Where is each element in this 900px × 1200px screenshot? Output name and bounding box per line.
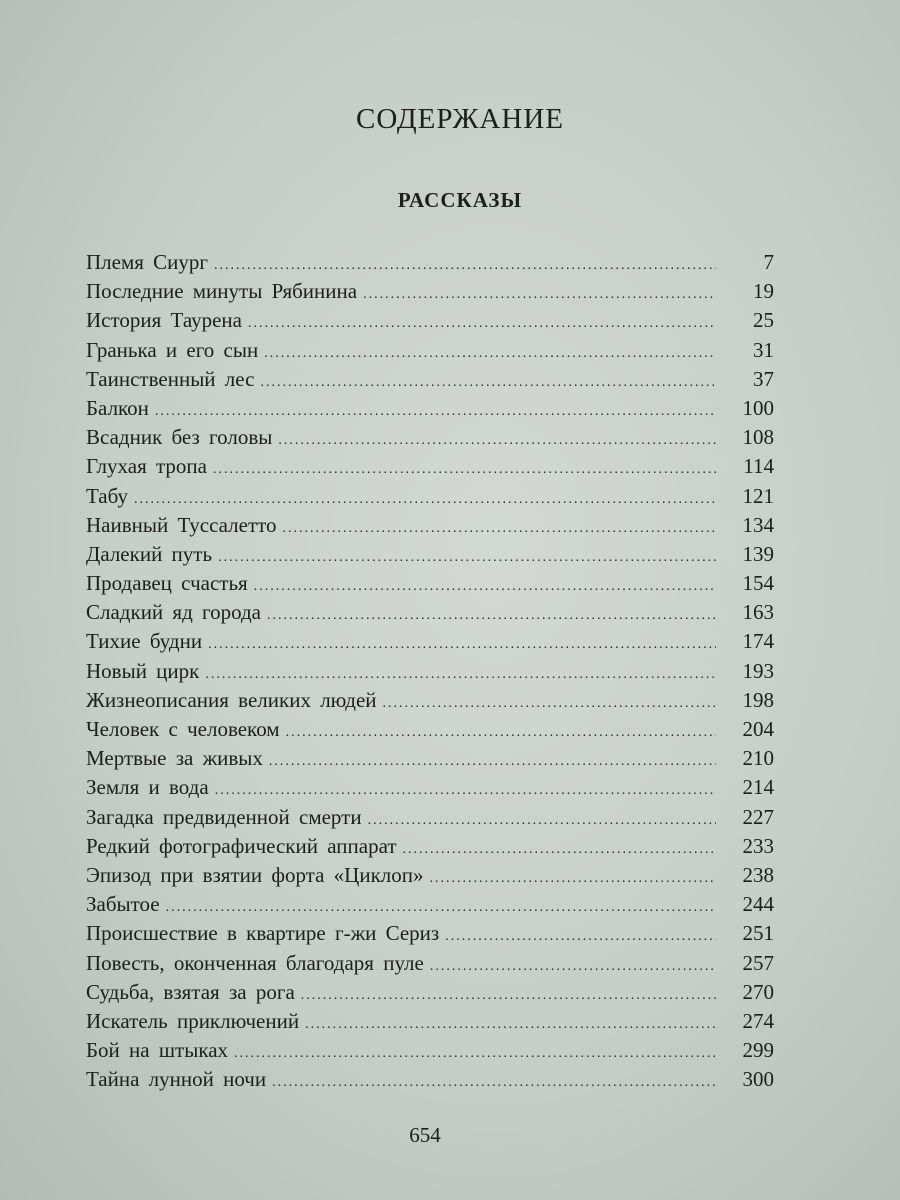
toc-entry — [86, 277, 774, 306]
toc-entry — [86, 1065, 774, 1094]
toc-entry — [86, 773, 774, 802]
toc-entry-page: 134 — [742, 512, 774, 537]
toc-entry-title: Загадка предвиденной смерти — [86, 804, 362, 829]
dot-leader — [430, 864, 716, 893]
dot-leader — [215, 776, 716, 805]
dot-leader — [301, 981, 716, 1010]
toc-entry-title: Всадник без головы — [86, 425, 273, 450]
toc-entry-page: 274 — [742, 1008, 774, 1033]
toc-entry — [86, 540, 774, 569]
toc-entry — [86, 861, 774, 890]
dot-leader — [134, 485, 716, 514]
toc-entry-page: 204 — [742, 717, 774, 741]
toc-entry-page: 299 — [742, 1038, 774, 1063]
toc-entry-page: 214 — [742, 775, 774, 800]
toc-entry-title: Последние минуты Рябинина — [86, 279, 358, 304]
toc-entry — [86, 832, 774, 861]
toc-entry-page: 163 — [742, 600, 774, 625]
toc-entry-title: Далекий путь — [86, 541, 213, 566]
page-title: СОДЕРЖАНИЕ — [356, 103, 564, 135]
toc-entry-page: 198 — [742, 687, 774, 712]
toc-entry-page: 257 — [742, 950, 774, 975]
toc-entry-title: Земля и вода — [86, 775, 209, 800]
toc-entry-page: 233 — [742, 833, 774, 858]
dot-leader — [278, 426, 716, 455]
toc-entry-title: Тихие будни — [86, 629, 203, 654]
toc-entry — [86, 657, 774, 686]
toc-entry — [86, 744, 774, 773]
toc-entry-page: 108 — [742, 425, 774, 450]
toc-entry-title: Наивный Туссалетто — [86, 512, 277, 537]
toc-entry-title: Судьба, взятая за рога — [86, 979, 295, 1004]
toc-entry — [86, 890, 774, 919]
toc-entry-page: 174 — [742, 629, 774, 654]
toc-entry-title: Эпизод при взятии форта «Циклоп» — [86, 862, 424, 887]
dot-leader — [267, 601, 716, 630]
dot-leader — [218, 543, 716, 572]
toc-entry-title: Повесть, оконченная благодаря пуле — [86, 950, 424, 975]
toc-entry-title: Балкон — [86, 395, 149, 420]
toc-entry — [86, 598, 774, 627]
toc-entry — [86, 686, 774, 715]
toc-entry — [86, 1007, 774, 1036]
toc-entry — [86, 248, 774, 277]
toc-entry — [86, 423, 774, 452]
toc-entry — [86, 978, 774, 1007]
dot-leader — [403, 835, 716, 864]
dot-leader — [305, 1010, 716, 1039]
toc-entry — [86, 365, 774, 394]
dot-leader — [264, 339, 716, 368]
toc-entry-page: 139 — [742, 541, 774, 566]
page-number: 654 — [409, 1123, 441, 1147]
dot-leader — [213, 455, 716, 484]
toc-entry — [86, 919, 774, 948]
dot-leader — [445, 922, 716, 951]
toc-entry-page: 227 — [742, 804, 774, 829]
toc-entry-page: 114 — [743, 454, 774, 479]
dot-leader — [205, 660, 716, 689]
dot-leader — [363, 280, 716, 309]
dot-leader — [286, 718, 716, 747]
toc-entry — [86, 803, 774, 832]
dot-leader — [283, 514, 716, 543]
toc-entry-title: Редкий фотографический аппарат — [86, 833, 397, 858]
dot-leader — [260, 368, 716, 397]
dot-leader — [208, 630, 716, 659]
toc-entry — [86, 394, 774, 423]
toc-entry-title: История Таурена — [86, 308, 242, 333]
toc-entry-page: 270 — [742, 979, 774, 1004]
toc-entry-page: 121 — [742, 483, 774, 508]
dot-leader — [269, 747, 716, 776]
section-heading: РАССКАЗЫ — [397, 188, 523, 212]
dot-leader — [254, 572, 716, 601]
toc-entry-title: Сладкий яд города — [86, 600, 262, 625]
toc-entry — [86, 511, 774, 540]
toc-entry-title: Человек с человеком — [86, 717, 280, 741]
toc-entry — [86, 627, 774, 656]
toc-entry-page: 251 — [742, 921, 774, 946]
dot-leader — [368, 806, 716, 835]
toc-entry-title: Новый цирк — [86, 658, 200, 683]
toc-entry-title: Продавец счастья — [86, 571, 248, 596]
toc-entry-page: 19 — [753, 279, 774, 304]
toc-entry — [86, 482, 774, 511]
table-of-contents — [86, 248, 774, 1094]
toc-entry-title: Жизнеописания великих людей — [86, 687, 377, 712]
toc-entry-page: 244 — [742, 892, 774, 917]
toc-entry — [86, 452, 774, 481]
toc-entry-title: Мертвые за живых — [86, 746, 263, 771]
toc-entry-page: 238 — [742, 862, 774, 887]
toc-entry-page: 37 — [753, 366, 774, 391]
dot-leader — [430, 952, 716, 981]
toc-entry-title: Таинственный лес — [86, 366, 255, 391]
toc-entry — [86, 569, 774, 598]
toc-entry-page: 154 — [742, 571, 774, 596]
toc-entry-page: 31 — [753, 337, 774, 362]
toc-entry-page: 210 — [742, 746, 774, 771]
dot-leader — [248, 309, 716, 338]
dot-leader — [272, 1068, 716, 1097]
toc-entry-page: 100 — [742, 395, 774, 420]
dot-leader — [234, 1039, 716, 1068]
toc-entry-title: Глухая тропа — [86, 454, 207, 479]
dot-leader — [214, 251, 716, 280]
toc-entry-title: Забытое — [86, 892, 160, 917]
toc-entry-page: 300 — [742, 1067, 774, 1092]
dot-leader — [166, 893, 716, 922]
toc-entry — [86, 1036, 774, 1065]
dot-leader — [383, 689, 716, 718]
toc-entry-title: Гранька и его сын — [86, 337, 259, 362]
toc-entry — [86, 336, 774, 365]
toc-entry-title: Искатель приключений — [86, 1008, 300, 1033]
toc-entry-title: Племя Сиург — [86, 250, 209, 274]
dot-leader — [155, 397, 716, 426]
toc-entry-title: Происшествие в квартире г-жи Сериз — [86, 921, 440, 946]
toc-entry — [86, 715, 774, 744]
toc-entry — [86, 949, 774, 978]
toc-entry — [86, 306, 774, 335]
toc-entry-page: 7 — [763, 250, 774, 274]
toc-entry-page: 25 — [753, 308, 774, 333]
toc-entry-title: Табу — [86, 483, 129, 508]
toc-entry-page: 193 — [742, 658, 774, 683]
toc-entry-title: Тайна лунной ночи — [86, 1067, 267, 1092]
toc-entry-title: Бой на штыках — [86, 1038, 229, 1063]
